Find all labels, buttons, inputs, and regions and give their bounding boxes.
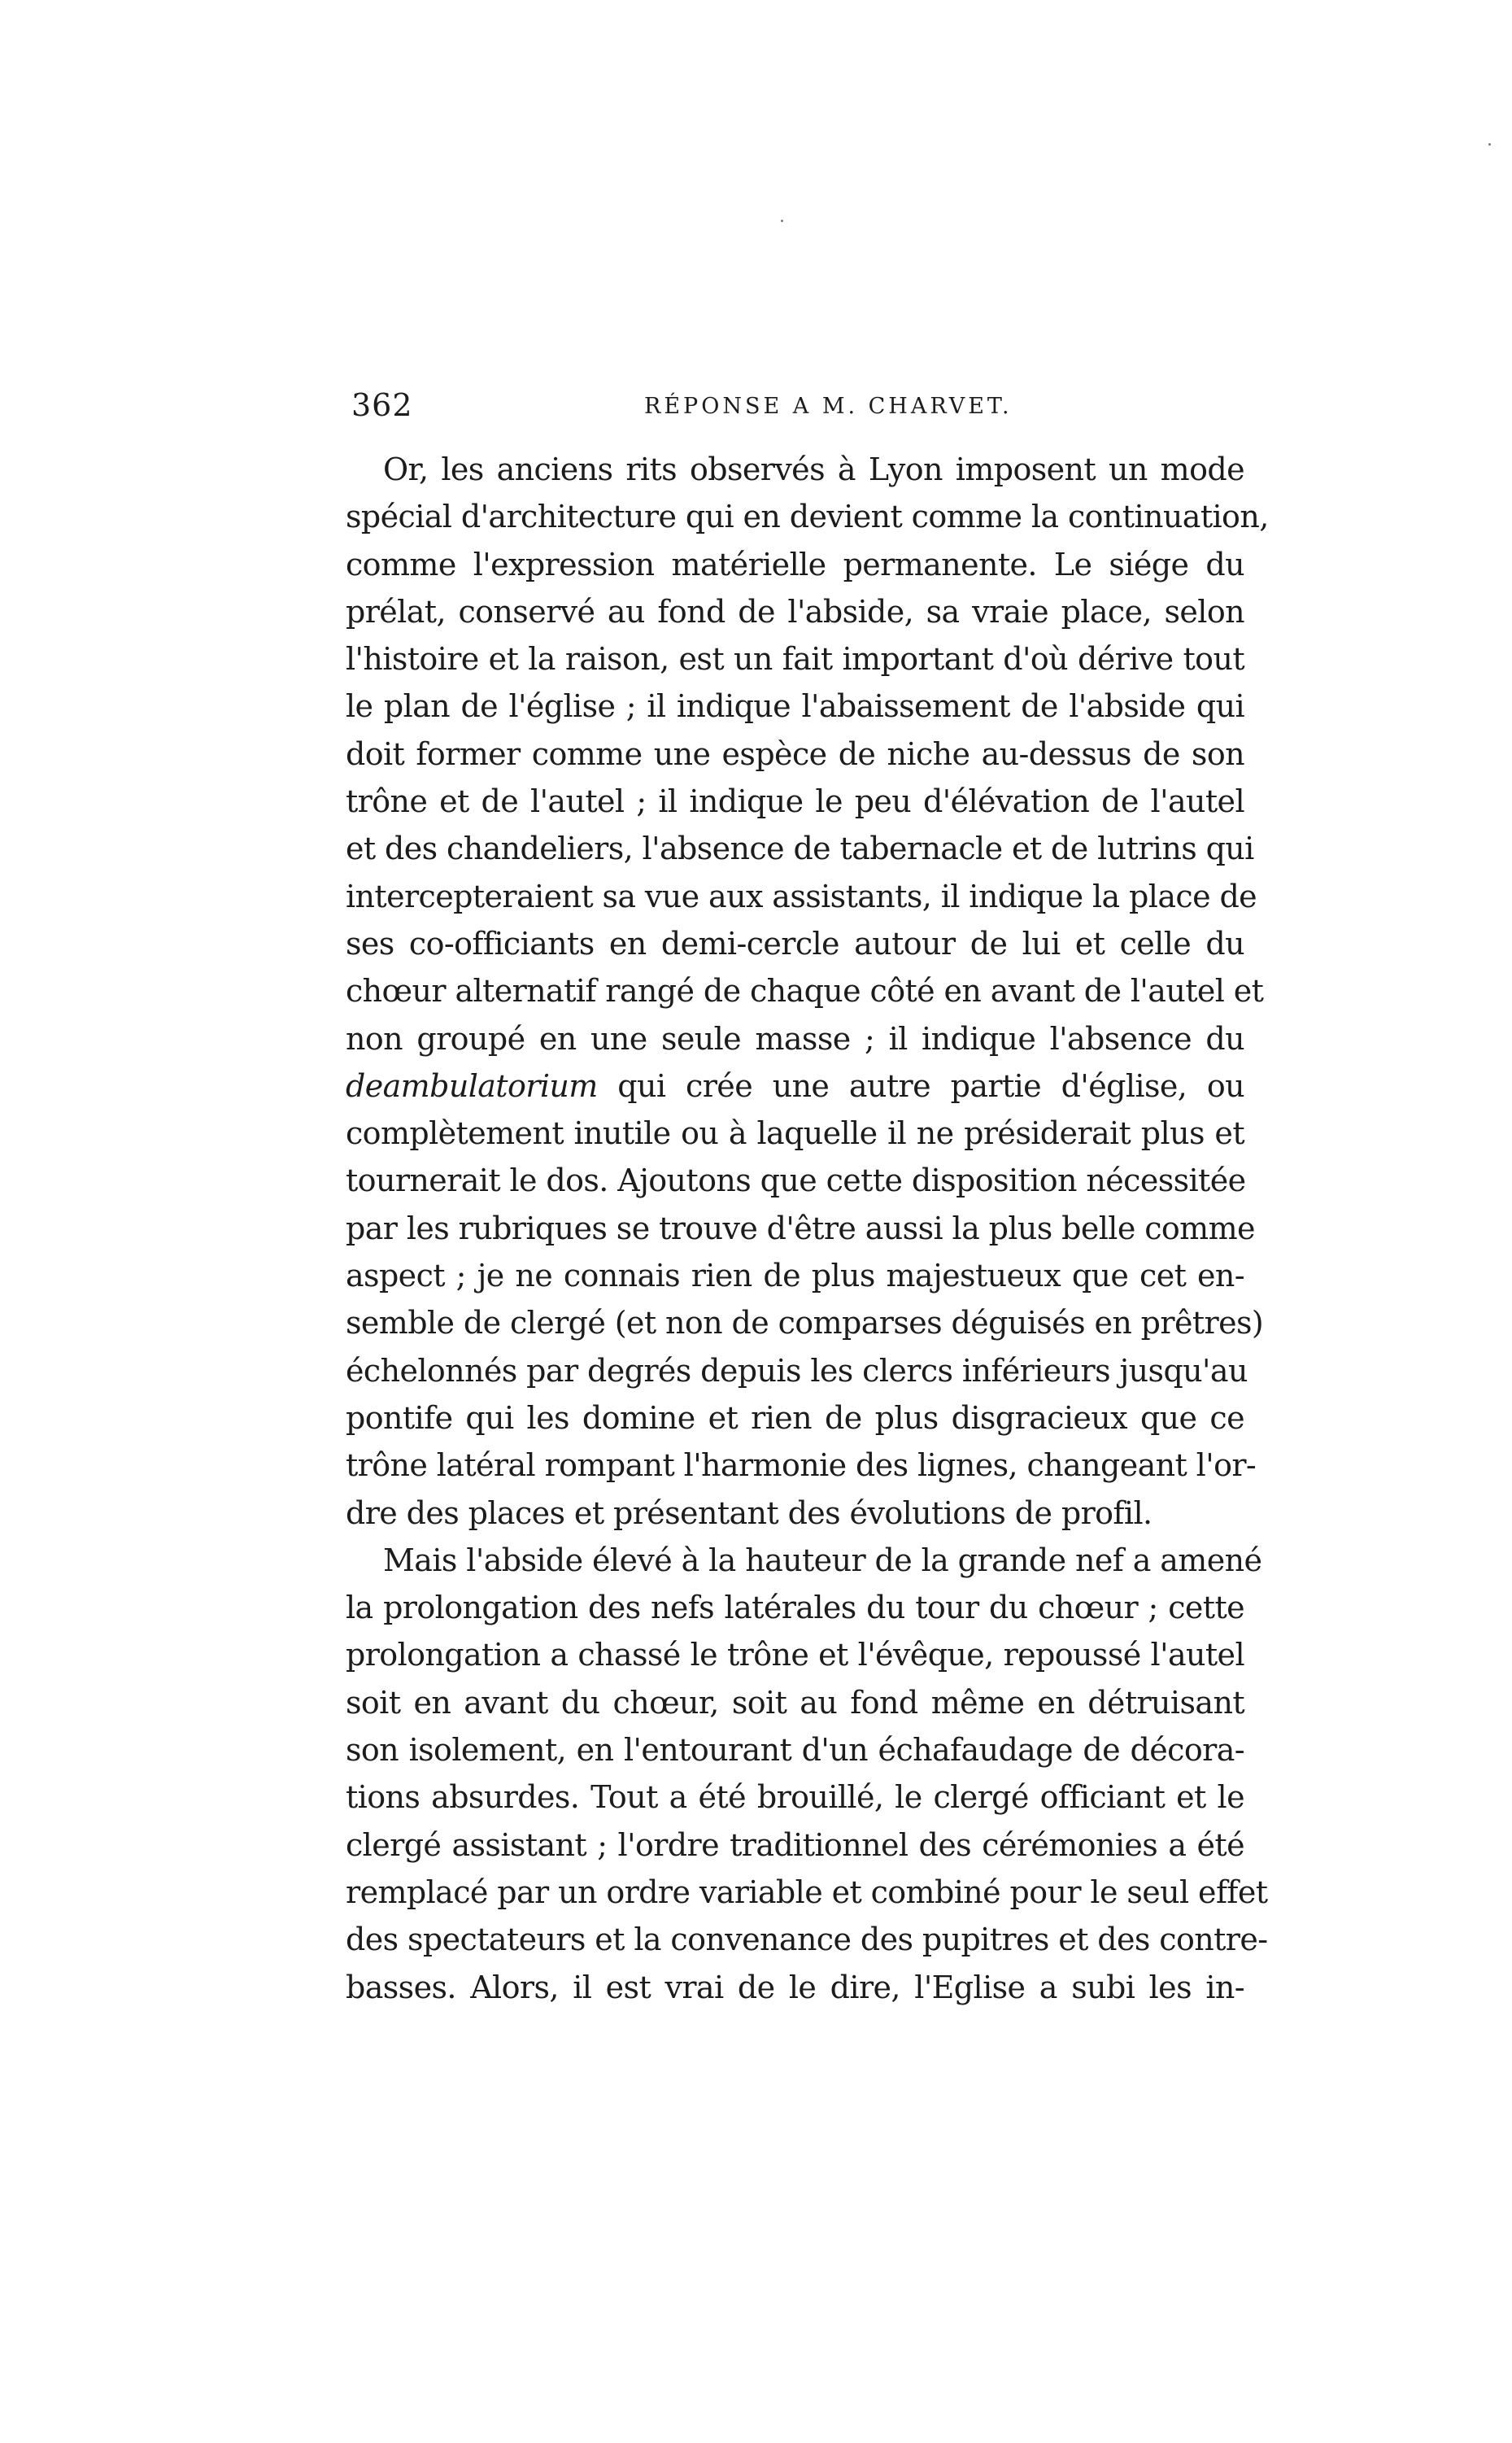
text-line: intercepteraient sa vue aux assistants, il indique la place de [346,878,1257,914]
paper-speck [1488,143,1491,146]
text-line: spécial d'architecture qui en devient comme la continuation, [346,499,1269,535]
text-line: soit en avant du chœur, soit au fond même en détruisant [346,1684,1244,1721]
italic-term: deambulatorium [346,1067,598,1104]
page-number: 362 [351,387,413,423]
running-head [351,387,1246,426]
text-line: tournerait le dos. Ajoutons que cette disposition nécessitée [346,1163,1246,1199]
body-text [346,446,1269,2011]
text-line: dre des places et présentant des évolutions de profil. [346,1494,1153,1531]
text-line: trône et de l'autel ; il indique le peu d'élévation de l'autel [346,783,1244,820]
text-line: ses co-officiants en demi-cercle autour de lui et celle du [346,925,1244,962]
text-line: semble de clergé (et non de comparses déguisés en prêtres) [346,1305,1264,1341]
text-line: basses. Alors, il est vrai de le dire, l'Eglise a subi les in- [346,1969,1244,2005]
text-line: chœur alternatif rangé de chaque côté en avant de l'autel et [346,973,1264,1010]
text-line: l'histoire et la raison, est un fait important d'où dérive tout [346,641,1244,678]
text-line: échelonnés par degrés depuis les clercs inférieurs jusqu'au [346,1352,1248,1389]
text-line: et des chandeliers, l'absence de tabernacle et de lutrins qui [346,831,1254,867]
text-line: le plan de l'église ; il indique l'abaissement de l'abside qui [346,688,1244,725]
text-line: pontife qui les domine et rien de plus disgracieux que ce [346,1399,1244,1436]
text-line: remplacé par un ordre variable et combiné pour le seul effet [346,1874,1268,1910]
text-line: trône latéral rompant l'harmonie des lignes, changeant l'or- [346,1447,1257,1484]
text-line: son isolement, en l'entourant d'un échafaudage de décora- [346,1732,1244,1769]
text-line: clergé assistant ; l'ordre traditionnel des cérémonies a été [346,1826,1244,1863]
text-line: complètement inutile ou à laquelle il ne présiderait plus et [346,1115,1244,1152]
text-line: prolongation a chassé le trône et l'évêque, repoussé l'autel [346,1637,1244,1673]
text-line: par les rubriques se trouve d'être aussi la plus belle comme [346,1210,1255,1246]
text-line: Mais l'abside élevé à la hauteur de la grande nef a amené [383,1542,1262,1578]
text-line-rest: qui crée une autre partie d'église, ou [617,1067,1244,1104]
text-line: la prolongation des nefs latérales du tour du chœur ; cette [346,1590,1244,1626]
text-line: aspect ; je ne connais rien de plus majestueux que cet en- [346,1258,1244,1294]
text-line: non groupé en une seule masse ; il indique l'absence du [346,1020,1244,1057]
text-line: Or, les anciens rits observés à Lyon imposent un mode [383,452,1244,487]
text-line: tions absurdes. Tout a été brouillé, le clergé officiant et le [346,1779,1244,1816]
text-line: des spectateurs et la convenance des pupitres et des contre- [346,1922,1268,1958]
text-line: doit former comme une espèce de niche au-dessus de son [346,735,1244,772]
running-title: RÉPONSE A M. CHARVET. [644,394,1013,419]
text-line: comme l'expression matérielle permanente. Le siége du [346,546,1244,582]
text-line [346,1062,1244,1110]
paper-speck [781,220,783,222]
text-line: prélat, conservé au fond de l'abside, sa vraie place, selon [346,593,1244,630]
